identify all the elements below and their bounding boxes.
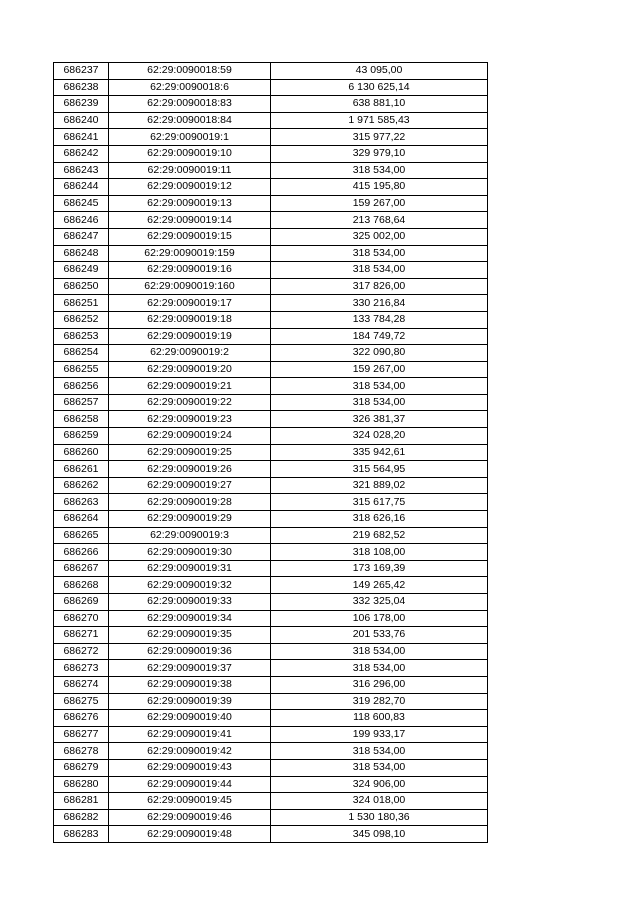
cadastral-number-cell: 62:29:0090019:37 bbox=[109, 660, 271, 677]
cadastral-value-cell: 6 130 625,14 bbox=[271, 79, 488, 96]
table-row bbox=[54, 477, 488, 494]
table-row bbox=[54, 627, 488, 644]
cadastral-value-cell: 315 617,75 bbox=[271, 494, 488, 511]
cadastral-value-cell: 318 534,00 bbox=[271, 743, 488, 760]
table-row bbox=[54, 295, 488, 312]
cadastral-number-cell: 62:29:0090019:10 bbox=[109, 145, 271, 162]
row-number-cell: 686256 bbox=[54, 378, 109, 395]
cadastral-number-cell: 62:29:0090019:11 bbox=[109, 162, 271, 179]
row-number-cell: 686269 bbox=[54, 594, 109, 611]
cadastral-value-cell: 316 296,00 bbox=[271, 676, 488, 693]
cadastral-number-cell: 62:29:0090019:2 bbox=[109, 345, 271, 362]
row-number-cell: 686270 bbox=[54, 610, 109, 627]
cadastral-number-cell: 62:29:0090019:13 bbox=[109, 195, 271, 212]
table-row bbox=[54, 826, 488, 843]
row-number-cell: 686282 bbox=[54, 809, 109, 826]
cadastral-number-cell: 62:29:0090019:43 bbox=[109, 759, 271, 776]
table-row bbox=[54, 444, 488, 461]
row-number-cell: 686247 bbox=[54, 228, 109, 245]
row-number-cell: 686279 bbox=[54, 759, 109, 776]
cadastral-value-cell: 159 267,00 bbox=[271, 195, 488, 212]
cadastral-number-cell: 62:29:0090019:24 bbox=[109, 428, 271, 445]
cadastral-number-cell: 62:29:0090019:35 bbox=[109, 627, 271, 644]
table-row bbox=[54, 676, 488, 693]
table-row bbox=[54, 179, 488, 196]
cadastral-value-cell: 1 530 180,36 bbox=[271, 809, 488, 826]
cadastral-number-cell: 62:29:0090019:26 bbox=[109, 461, 271, 478]
cadastral-value-cell: 345 098,10 bbox=[271, 826, 488, 843]
table-row bbox=[54, 643, 488, 660]
table-row bbox=[54, 743, 488, 760]
cadastral-number-cell: 62:29:0090019:3 bbox=[109, 527, 271, 544]
cadastral-value-table bbox=[53, 62, 488, 843]
table-row bbox=[54, 726, 488, 743]
table-row bbox=[54, 378, 488, 395]
table-row bbox=[54, 710, 488, 727]
row-number-cell: 686246 bbox=[54, 212, 109, 229]
table-row bbox=[54, 776, 488, 793]
cadastral-number-cell: 62:29:0090019:16 bbox=[109, 262, 271, 279]
row-number-cell: 686250 bbox=[54, 278, 109, 295]
row-number-cell: 686274 bbox=[54, 676, 109, 693]
cadastral-number-cell: 62:29:0090018:84 bbox=[109, 112, 271, 129]
table-row bbox=[54, 345, 488, 362]
cadastral-value-cell: 329 979,10 bbox=[271, 145, 488, 162]
row-number-cell: 686277 bbox=[54, 726, 109, 743]
table-row bbox=[54, 660, 488, 677]
table-row bbox=[54, 759, 488, 776]
cadastral-number-cell: 62:29:0090019:44 bbox=[109, 776, 271, 793]
row-number-cell: 686263 bbox=[54, 494, 109, 511]
table-row bbox=[54, 79, 488, 96]
row-number-cell: 686248 bbox=[54, 245, 109, 262]
row-number-cell: 686252 bbox=[54, 311, 109, 328]
cadastral-number-cell: 62:29:0090019:48 bbox=[109, 826, 271, 843]
table-row bbox=[54, 278, 488, 295]
row-number-cell: 686239 bbox=[54, 96, 109, 113]
table-row bbox=[54, 511, 488, 528]
cadastral-number-cell: 62:29:0090019:21 bbox=[109, 378, 271, 395]
table-body bbox=[54, 63, 488, 843]
cadastral-value-cell: 318 534,00 bbox=[271, 660, 488, 677]
cadastral-value-cell: 319 282,70 bbox=[271, 693, 488, 710]
cadastral-value-cell: 318 108,00 bbox=[271, 544, 488, 561]
table-row bbox=[54, 594, 488, 611]
row-number-cell: 686271 bbox=[54, 627, 109, 644]
table-row bbox=[54, 793, 488, 810]
cadastral-value-cell: 318 534,00 bbox=[271, 394, 488, 411]
cadastral-number-cell: 62:29:0090019:46 bbox=[109, 809, 271, 826]
row-number-cell: 686249 bbox=[54, 262, 109, 279]
row-number-cell: 686265 bbox=[54, 527, 109, 544]
cadastral-value-cell: 318 534,00 bbox=[271, 378, 488, 395]
cadastral-value-cell: 318 534,00 bbox=[271, 245, 488, 262]
table-row bbox=[54, 577, 488, 594]
table-row bbox=[54, 361, 488, 378]
row-number-cell: 686240 bbox=[54, 112, 109, 129]
row-number-cell: 686244 bbox=[54, 179, 109, 196]
cadastral-value-cell: 321 889,02 bbox=[271, 477, 488, 494]
row-number-cell: 686264 bbox=[54, 511, 109, 528]
cadastral-value-cell: 315 564,95 bbox=[271, 461, 488, 478]
row-number-cell: 686258 bbox=[54, 411, 109, 428]
row-number-cell: 686245 bbox=[54, 195, 109, 212]
table-row bbox=[54, 527, 488, 544]
cadastral-number-cell: 62:29:0090019:15 bbox=[109, 228, 271, 245]
cadastral-number-cell: 62:29:0090019:41 bbox=[109, 726, 271, 743]
table-row bbox=[54, 809, 488, 826]
cadastral-value-cell: 326 381,37 bbox=[271, 411, 488, 428]
cadastral-number-cell: 62:29:0090019:31 bbox=[109, 560, 271, 577]
cadastral-value-cell: 318 534,00 bbox=[271, 162, 488, 179]
row-number-cell: 686255 bbox=[54, 361, 109, 378]
cadastral-number-cell: 62:29:0090019:20 bbox=[109, 361, 271, 378]
cadastral-value-cell: 219 682,52 bbox=[271, 527, 488, 544]
table-row bbox=[54, 494, 488, 511]
row-number-cell: 686237 bbox=[54, 63, 109, 80]
row-number-cell: 686283 bbox=[54, 826, 109, 843]
cadastral-value-cell: 184 749,72 bbox=[271, 328, 488, 345]
table-row bbox=[54, 228, 488, 245]
row-number-cell: 686260 bbox=[54, 444, 109, 461]
table-row bbox=[54, 195, 488, 212]
cadastral-value-cell: 324 028,20 bbox=[271, 428, 488, 445]
table-row bbox=[54, 411, 488, 428]
cadastral-number-cell: 62:29:0090019:32 bbox=[109, 577, 271, 594]
cadastral-number-cell: 62:29:0090019:29 bbox=[109, 511, 271, 528]
table-row bbox=[54, 162, 488, 179]
cadastral-value-cell: 315 977,22 bbox=[271, 129, 488, 146]
row-number-cell: 686262 bbox=[54, 477, 109, 494]
cadastral-value-cell: 324 906,00 bbox=[271, 776, 488, 793]
cadastral-number-cell: 62:29:0090019:34 bbox=[109, 610, 271, 627]
cadastral-number-cell: 62:29:0090019:42 bbox=[109, 743, 271, 760]
cadastral-number-cell: 62:29:0090019:36 bbox=[109, 643, 271, 660]
cadastral-number-cell: 62:29:0090019:18 bbox=[109, 311, 271, 328]
table-row bbox=[54, 693, 488, 710]
cadastral-number-cell: 62:29:0090019:19 bbox=[109, 328, 271, 345]
table-row bbox=[54, 63, 488, 80]
table-row bbox=[54, 610, 488, 627]
cadastral-number-cell: 62:29:0090019:40 bbox=[109, 710, 271, 727]
cadastral-number-cell: 62:29:0090019:45 bbox=[109, 793, 271, 810]
row-number-cell: 686281 bbox=[54, 793, 109, 810]
cadastral-value-cell: 318 534,00 bbox=[271, 759, 488, 776]
table-row bbox=[54, 544, 488, 561]
table-row bbox=[54, 96, 488, 113]
table-row bbox=[54, 428, 488, 445]
cadastral-number-cell: 62:29:0090018:83 bbox=[109, 96, 271, 113]
table-row bbox=[54, 560, 488, 577]
table-row bbox=[54, 212, 488, 229]
cadastral-value-cell: 330 216,84 bbox=[271, 295, 488, 312]
cadastral-number-cell: 62:29:0090019:25 bbox=[109, 444, 271, 461]
row-number-cell: 686272 bbox=[54, 643, 109, 660]
cadastral-number-cell: 62:29:0090019:1 bbox=[109, 129, 271, 146]
table-row bbox=[54, 461, 488, 478]
cadastral-value-cell: 318 534,00 bbox=[271, 262, 488, 279]
cadastral-number-cell: 62:29:0090019:39 bbox=[109, 693, 271, 710]
row-number-cell: 686275 bbox=[54, 693, 109, 710]
cadastral-number-cell: 62:29:0090019:28 bbox=[109, 494, 271, 511]
cadastral-number-cell: 62:29:0090018:6 bbox=[109, 79, 271, 96]
cadastral-number-cell: 62:29:0090019:160 bbox=[109, 278, 271, 295]
cadastral-value-cell: 133 784,28 bbox=[271, 311, 488, 328]
table-row bbox=[54, 311, 488, 328]
row-number-cell: 686251 bbox=[54, 295, 109, 312]
row-number-cell: 686238 bbox=[54, 79, 109, 96]
row-number-cell: 686266 bbox=[54, 544, 109, 561]
cadastral-value-cell: 317 826,00 bbox=[271, 278, 488, 295]
cadastral-value-cell: 106 178,00 bbox=[271, 610, 488, 627]
row-number-cell: 686280 bbox=[54, 776, 109, 793]
cadastral-value-cell: 318 534,00 bbox=[271, 643, 488, 660]
row-number-cell: 686254 bbox=[54, 345, 109, 362]
cadastral-value-cell: 199 933,17 bbox=[271, 726, 488, 743]
cadastral-number-cell: 62:29:0090019:27 bbox=[109, 477, 271, 494]
cadastral-value-cell: 415 195,80 bbox=[271, 179, 488, 196]
cadastral-value-cell: 332 325,04 bbox=[271, 594, 488, 611]
cadastral-value-cell: 322 090,80 bbox=[271, 345, 488, 362]
cadastral-number-cell: 62:29:0090018:59 bbox=[109, 63, 271, 80]
cadastral-value-cell: 201 533,76 bbox=[271, 627, 488, 644]
cadastral-number-cell: 62:29:0090019:14 bbox=[109, 212, 271, 229]
cadastral-number-cell: 62:29:0090019:23 bbox=[109, 411, 271, 428]
cadastral-value-cell: 173 169,39 bbox=[271, 560, 488, 577]
cadastral-value-cell: 43 095,00 bbox=[271, 63, 488, 80]
cadastral-value-cell: 638 881,10 bbox=[271, 96, 488, 113]
row-number-cell: 686276 bbox=[54, 710, 109, 727]
table-row bbox=[54, 262, 488, 279]
cadastral-value-cell: 324 018,00 bbox=[271, 793, 488, 810]
table-row bbox=[54, 394, 488, 411]
cadastral-number-cell: 62:29:0090019:33 bbox=[109, 594, 271, 611]
row-number-cell: 686278 bbox=[54, 743, 109, 760]
row-number-cell: 686259 bbox=[54, 428, 109, 445]
table-row bbox=[54, 245, 488, 262]
row-number-cell: 686261 bbox=[54, 461, 109, 478]
table-row bbox=[54, 328, 488, 345]
cadastral-value-cell: 159 267,00 bbox=[271, 361, 488, 378]
row-number-cell: 686242 bbox=[54, 145, 109, 162]
row-number-cell: 686257 bbox=[54, 394, 109, 411]
row-number-cell: 686241 bbox=[54, 129, 109, 146]
cadastral-value-cell: 318 626,16 bbox=[271, 511, 488, 528]
cadastral-value-cell: 213 768,64 bbox=[271, 212, 488, 229]
row-number-cell: 686253 bbox=[54, 328, 109, 345]
cadastral-number-cell: 62:29:0090019:30 bbox=[109, 544, 271, 561]
cadastral-value-cell: 1 971 585,43 bbox=[271, 112, 488, 129]
row-number-cell: 686268 bbox=[54, 577, 109, 594]
row-number-cell: 686273 bbox=[54, 660, 109, 677]
cadastral-value-cell: 149 265,42 bbox=[271, 577, 488, 594]
cadastral-value-cell: 335 942,61 bbox=[271, 444, 488, 461]
cadastral-number-cell: 62:29:0090019:17 bbox=[109, 295, 271, 312]
table-row bbox=[54, 129, 488, 146]
cadastral-number-cell: 62:29:0090019:22 bbox=[109, 394, 271, 411]
row-number-cell: 686267 bbox=[54, 560, 109, 577]
cadastral-value-cell: 325 002,00 bbox=[271, 228, 488, 245]
cadastral-number-cell: 62:29:0090019:38 bbox=[109, 676, 271, 693]
table-row bbox=[54, 112, 488, 129]
row-number-cell: 686243 bbox=[54, 162, 109, 179]
cadastral-number-cell: 62:29:0090019:12 bbox=[109, 179, 271, 196]
cadastral-number-cell: 62:29:0090019:159 bbox=[109, 245, 271, 262]
table-row bbox=[54, 145, 488, 162]
cadastral-value-cell: 118 600,83 bbox=[271, 710, 488, 727]
